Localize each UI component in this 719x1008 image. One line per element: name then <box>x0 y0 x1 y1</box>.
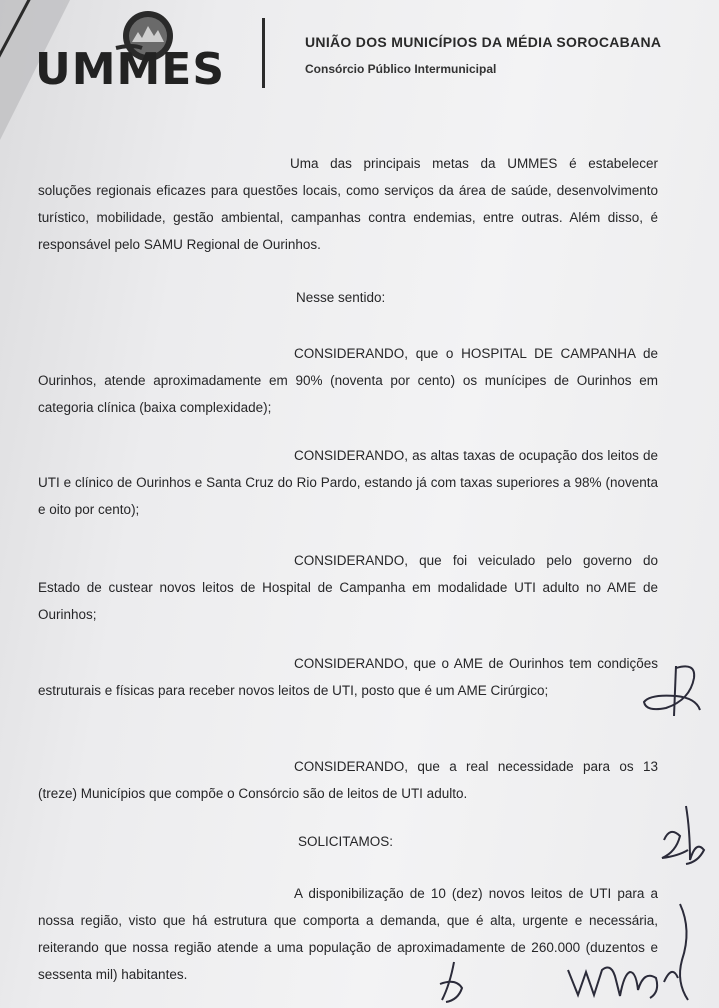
initials-signature-2 <box>656 800 712 872</box>
considerando-paragraph-3: CONSIDERANDO, que foi veiculado pelo governo do Estado de custear novos leitos de Hospital de Campanha em modalidade UTI adulto no AME de Ourinhos; <box>38 553 658 622</box>
considerando-paragraph-4: CONSIDERANDO, que o AME de Ourinhos tem condições estruturais e físicas para receber novos leitos de UTI, posto que é um AME Cirúrgico; <box>38 656 658 698</box>
header-divider <box>262 18 265 88</box>
organization-name: UNIÃO DOS MUNICÍPIOS DA MÉDIA SOROCABANA <box>305 34 662 50</box>
nesse-sentido-label: Nesse sentido: <box>296 290 386 305</box>
request-paragraph: A disponibilização de 10 (dez) novos leitos de UTI para a nossa região, visto que há estrutura que comporta a demanda, que é alta, urgente e necessária, reiterando que nossa região atende a uma população de aproximadamente de 260.000 (duzentos e sessenta mil) habitantes. <box>38 886 658 982</box>
considerando-paragraph-5: CONSIDERANDO, que a real necessidade para os 13 (treze) Municípios que compõe o Consórcio são de leitos de UTI adulto. <box>38 759 658 801</box>
solicitamos-label: SOLICITAMOS: <box>298 834 394 849</box>
intro-paragraph: Uma das principais metas da UMMES é estabelecer soluções regionais eficazes para questões locais, como serviços da área de saúde, desenvolvimento turístico, mobilidade, gestão ambiental, campanhas contra endemias, entre outras. Além disso, é responsável pelo SAMU Regional de Ourinhos. <box>38 156 658 252</box>
organization-subtitle: Consórcio Público Intermunicipal <box>305 62 497 76</box>
ummes-logo <box>30 6 230 95</box>
considerando-paragraph-1: CONSIDERANDO, que o HOSPITAL DE CAMPANHA de Ourinhos, atende aproximadamente em 90% (noventa por cento) os munícipes de Ourinhos em categoria clínica (baixa complexidade); <box>38 346 658 415</box>
signature-3 <box>560 900 710 1005</box>
initials-signature-1 <box>636 660 706 720</box>
signature-4 <box>432 960 472 1006</box>
considerando-paragraph-2: CONSIDERANDO, as altas taxas de ocupação dos leitos de UTI e clínico de Ourinhos e Santa Cruz do Rio Pardo, estando já com taxas superiores a 98% (noventa e oito por cento); <box>38 448 658 517</box>
logo-text: UMMES <box>34 44 226 95</box>
